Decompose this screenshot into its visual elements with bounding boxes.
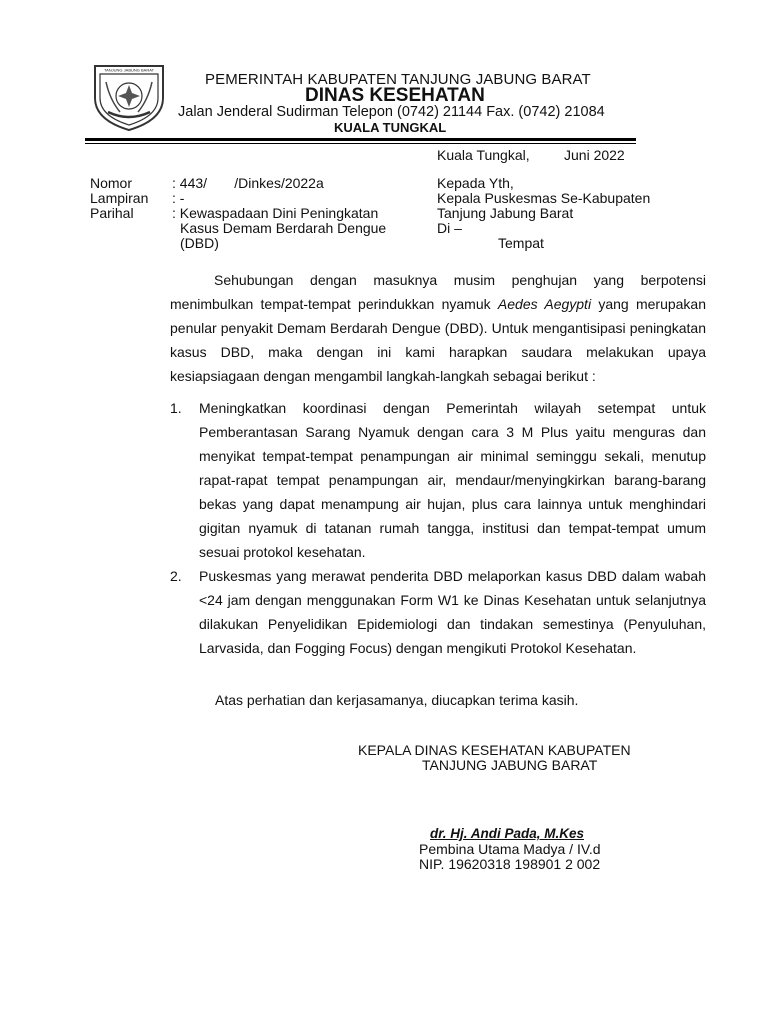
letter-body-intro bbox=[170, 268, 706, 388]
list-item-number: 2. bbox=[170, 568, 182, 584]
nomor-label: Nomor bbox=[90, 175, 133, 191]
letter-date-place: Kuala Tungkal, bbox=[437, 147, 530, 163]
parihal-value-line2: Kasus Demam Berdarah Dengue bbox=[180, 220, 387, 236]
signatory-name: dr. Hj. Andi Pada, M.Kes bbox=[430, 826, 585, 841]
letter-meta-values bbox=[172, 176, 386, 251]
signatory-rank: Pembina Utama Madya / IV.d bbox=[419, 841, 601, 857]
closing-sentence: Atas perhatian dan kerjasamanya, diucapkan terima kasih. bbox=[215, 692, 579, 708]
nomor-value: : 443/ /Dinkes/2022a bbox=[172, 175, 324, 191]
regency-emblem-logo bbox=[90, 60, 168, 132]
signature-title-region: TANJUNG JABUNG BARAT bbox=[422, 757, 598, 773]
recipient-region: Tanjung Jabung Barat bbox=[437, 205, 574, 221]
measures-list bbox=[170, 396, 706, 660]
letterhead-agency: DINAS KESEHATAN bbox=[305, 85, 485, 106]
intro-text-start: Sehubungan dengan masuknya musim penghujan yang berpotensi menimbulkan tempat-tempat perindukkan nyamuk bbox=[170, 272, 706, 312]
list-item-text: Meningkatkan koordinasi dengan Pemerintah wilayah setempat untuk Pemberantasan Sarang Nyamuk dengan cara 3 M Plus yaitu menguras dan menyikat tempat-tempat penampungan air minimal seminggu sekali, menutup rapat-rapat tempat penampungan air, mendaur/menyingkirkan barang-barang bekas yang dapat menampung air hujan, plus cara lainnya untuk menghindari gigitan nyamuk di tatanan rumah tangga, institusi dan tempat-tempat umum sesuai protokol kesehatan. bbox=[199, 400, 706, 560]
letterhead-divider-thin bbox=[85, 143, 636, 144]
recipient-greeting: Kepada Yth, bbox=[437, 175, 514, 191]
letterhead-divider-thick bbox=[85, 138, 636, 141]
intro-text-end: yang merupakan penular penyakit Demam Berdarah Dengue (DBD). Untuk mengantisipasi peningkatan kasus DBD, maka dengan ini kami harapkan saudara melakukan upaya kesiapsiagaan dengan mengambil langkah-langkah sebagai berikut : bbox=[170, 296, 707, 384]
letterhead-government: PEMERINTAH KABUPATEN TANJUNG JABUNG BARAT bbox=[205, 71, 591, 88]
parihal-value: : Kewaspadaan Dini Peningkatan bbox=[172, 205, 379, 221]
recipient-place: Tempat bbox=[498, 235, 544, 251]
signature-title: KEPALA DINAS KESEHATAN KABUPATEN bbox=[358, 742, 631, 758]
letterhead-city: KUALA TUNGKAL bbox=[334, 120, 447, 135]
logo-lettering: TANJUNG JABUNG BARAT bbox=[103, 67, 155, 73]
letterhead-address: Jalan Jenderal Sudirman Telepon (0742) 21144 Fax. (0742) 21084 bbox=[178, 104, 605, 120]
lampiran-label: Lampiran bbox=[90, 190, 149, 206]
list-item bbox=[170, 396, 706, 564]
letter-date-month-year: Juni 2022 bbox=[564, 147, 625, 163]
list-item-number: 1. bbox=[170, 400, 182, 416]
parihal-label: Parihal bbox=[90, 205, 134, 221]
list-item bbox=[170, 564, 706, 660]
intro-paragraph bbox=[170, 268, 706, 388]
parihal-value-line3: (DBD) bbox=[180, 235, 219, 251]
letter-meta-labels bbox=[90, 176, 148, 221]
list-item-text: Puskesmas yang merawat penderita DBD melaporkan kasus DBD dalam wabah <24 jam dengan menggunakan Form W1 ke Dinas Kesehatan untuk selanjutnya dilakukan Penyelidikan Epidemiologi dan tindakan semestinya (Penyuluhan, Larvasida, dan Fogging Focus) dengan mengikuti Protokol Kesehatan. bbox=[199, 568, 706, 656]
intro-species-name: Aedes Aegypti bbox=[497, 296, 592, 312]
recipient-title: Kepala Puskesmas Se-Kabupaten bbox=[437, 190, 651, 206]
lampiran-value: : - bbox=[172, 190, 185, 206]
recipient-block bbox=[437, 176, 650, 251]
signatory-nip: NIP. 19620318 198901 2 002 bbox=[419, 856, 601, 872]
recipient-at: Di – bbox=[437, 220, 462, 236]
